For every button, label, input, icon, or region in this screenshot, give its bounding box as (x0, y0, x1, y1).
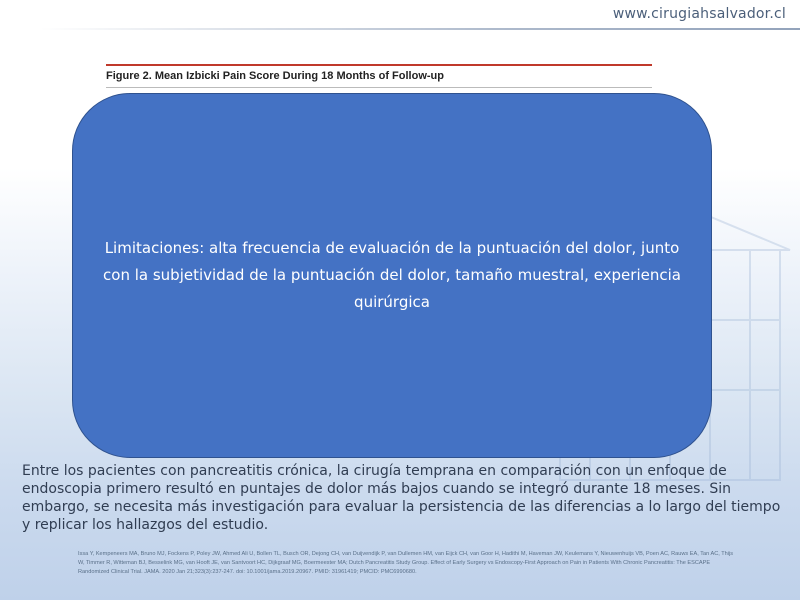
header-divider (40, 28, 800, 30)
figure-title: Figure 2. Mean Izbicki Pain Score During 18 Months of Follow-up (106, 70, 444, 82)
summary-paragraph: Entre los pacientes con pancreatitis crónica, la cirugía temprana en comparación con un enfoque de endoscopia primero resultó en puntajes de dolor más bajos cuando se integró durante 18 meses. Sin embargo, se necesita más investigación para evaluar la persistencia de las diferencias a lo largo del tiempo y replicar los hallazgos del estudio. (22, 463, 781, 533)
limitations-callout (72, 93, 712, 458)
site-url: www.cirugiahsalvador.cl (612, 6, 786, 22)
figure-title-rule (106, 64, 652, 66)
callout-text: Limitaciones: alta frecuencia de evaluación de la puntuación del dolor, junto con la subjetividad de la puntuación del dolor, tamaño muestral, experiencia quirúrgica (103, 239, 681, 311)
figure-title-underline (106, 87, 652, 88)
reference-citation: Issa Y, Kempeneers MA, Bruno MJ, Fockens P, Poley JW, Ahmed Ali U, Bollen TL, Busch OR, Dejong CH, van Duijvendijk P, van Dullemen HM, van Eijck CH, van Goor H, Hadithi M, Haveman JW, Keulemans Y, Nieuwenhuijs VB, Poen AC, Rauws EA, Tan AC, Thijs W, Timmer R, Witteman BJ, Besselink MG, van Hooft JE, van Santvoort HC, Dijkgraaf MG, Boermeester MA; Dutch Pancreatitis Study Group. Effect of Early Surgery vs Endoscopy-First Approach on Pain in Patients With Chronic Pancreatitis: The ESCAPE Randomized Clinical Trial. JAMA. 2020 Jan 21;323(3):237-247. doi: 10.1001/jama.2019.20967. PMID: 31961419; PMCID: PMC6990680. (78, 551, 734, 575)
